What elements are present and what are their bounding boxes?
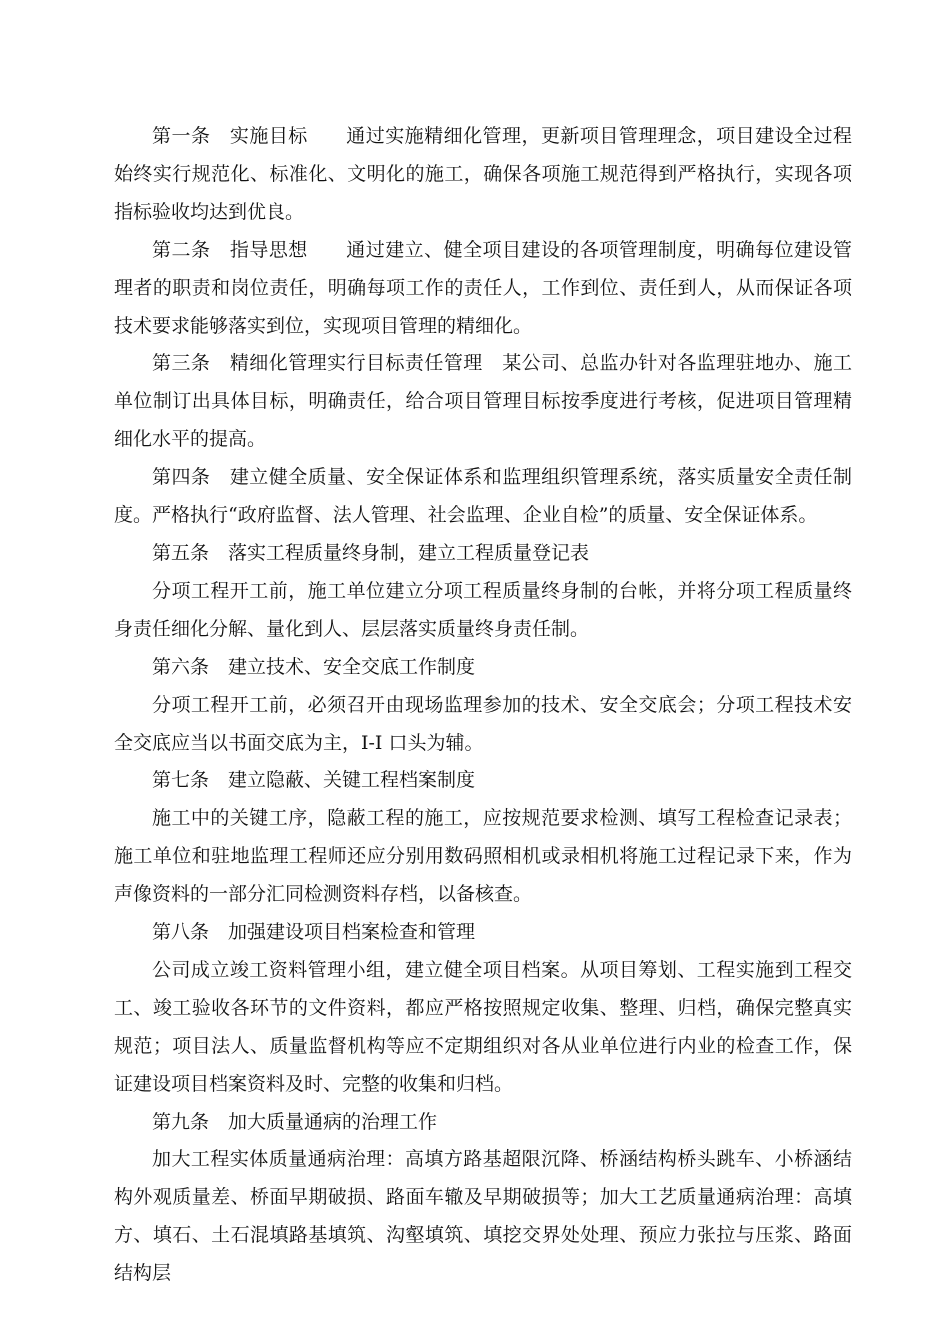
article-text: 建立健全质量、安全保证体系和监理组织管理系统，落实质量安全责任制度。严格执行“政府监督、法人管理、社会监理、企业自检”的质量、安全保证体系。 xyxy=(114,466,852,527)
paragraph-text: 分项工程开工前，必须召开由现场监理参加的技术、安全交底会；分项工程技术安全交底应当以书面交底为主，I-I 口头为辅。 xyxy=(114,693,852,754)
article-7-body xyxy=(114,800,852,914)
article-label: 第八条 xyxy=(152,921,210,944)
article-5-body xyxy=(114,573,852,649)
paragraph-text: 施工中的关键工序，隐蔽工程的施工，应按规范要求检测、填写工程检查记录表；施工单位和驻地监理工程师还应分别用数码照相机或录相机将施工过程记录下来，作为声像资料的一部分汇同检测资料存档，以备核查。 xyxy=(114,807,852,906)
article-heading: 实施目标 xyxy=(229,125,308,147)
article-text: 建立隐蔽、关键工程档案制度 xyxy=(228,769,476,792)
article-heading: 精细化管理实行目标责任管理 xyxy=(229,352,483,375)
article-text: 某公司、总监办针对各监理驻地办、施工单位制订出具体目标，明确责任，给合项目管理目标按季度进行考核，促进项目管理精细化水平的提高。 xyxy=(114,352,852,451)
article-text: 通过建立、健全项目建设的各项管理制度，明确每位建设管理者的职责和岗位责任，明确每项工作的责任人，工作到位、责任到人，从而保证各项技术要求能够落实到位，实现项目管理的精细化。 xyxy=(114,238,852,337)
article-label: 第五条 xyxy=(152,541,210,564)
paragraph-text: 公司成立竣工资料管理小组，建立健全项目档案。从项目筹划、工程实施到工程交工、竣工验收各环节的文件资料，都应严格按照规定收集、整理、归档，确保完整真实规范；项目法人、质量监督机构等应不定期组织对各从业单位进行内业的检查工作，保证建设项目档案资料及时、完整的收集和归档。 xyxy=(114,958,852,1095)
article-heading: 指导思想 xyxy=(229,238,308,261)
article-1 xyxy=(114,118,852,232)
article-6 xyxy=(114,649,852,687)
article-text: 加强建设项目档案检查和管理 xyxy=(228,921,476,944)
paragraph-text: 分项工程开工前，施工单位建立分项工程质量终身制的台帐，并将分项工程质量终身责任细化分解、量化到人、层层落实质量终身责任制。 xyxy=(114,579,852,640)
article-9 xyxy=(114,1104,852,1142)
article-label: 第一条 xyxy=(152,125,211,147)
article-3 xyxy=(114,345,852,459)
article-8 xyxy=(114,914,852,952)
article-label: 第三条 xyxy=(152,352,211,375)
article-8-body xyxy=(114,952,852,1104)
article-text: 建立技术、安全交底工作制度 xyxy=(228,655,476,678)
paragraph-text: 加大工程实体质量通病治理：高填方路基超限沉降、桥涵结构桥头跳车、小桥涵结构外观质量差、桥面早期破损、路面车辙及早期破损等；加大工艺质量通病治理：高填方、填石、土石混填路基填筑、沟壑填筑、填挖交界处处理、预应力张拉与压浆、路面结构层 xyxy=(114,1148,852,1285)
article-label: 第二条 xyxy=(152,238,211,261)
document-body xyxy=(114,118,852,1293)
article-label: 第七条 xyxy=(152,769,210,792)
article-2 xyxy=(114,232,852,346)
article-4 xyxy=(114,459,852,535)
article-text: 落实工程质量终身制，建立工程质量登记表 xyxy=(228,541,590,564)
article-7 xyxy=(114,762,852,800)
article-text: 通过实施精细化管理，更新项目管理理念，项目建设全过程始终实行规范化、标准化、文明化的施工，确保各项施工规范得到严格执行，实现各项指标验收均达到优良。 xyxy=(114,125,852,223)
article-label: 第九条 xyxy=(152,1110,210,1133)
article-5 xyxy=(114,535,852,573)
article-text: 加大质量通病的治理工作 xyxy=(228,1110,438,1133)
article-6-body xyxy=(114,687,852,763)
article-label: 第四条 xyxy=(152,466,211,489)
article-9-body xyxy=(114,1141,852,1293)
article-label: 第六条 xyxy=(152,655,210,678)
